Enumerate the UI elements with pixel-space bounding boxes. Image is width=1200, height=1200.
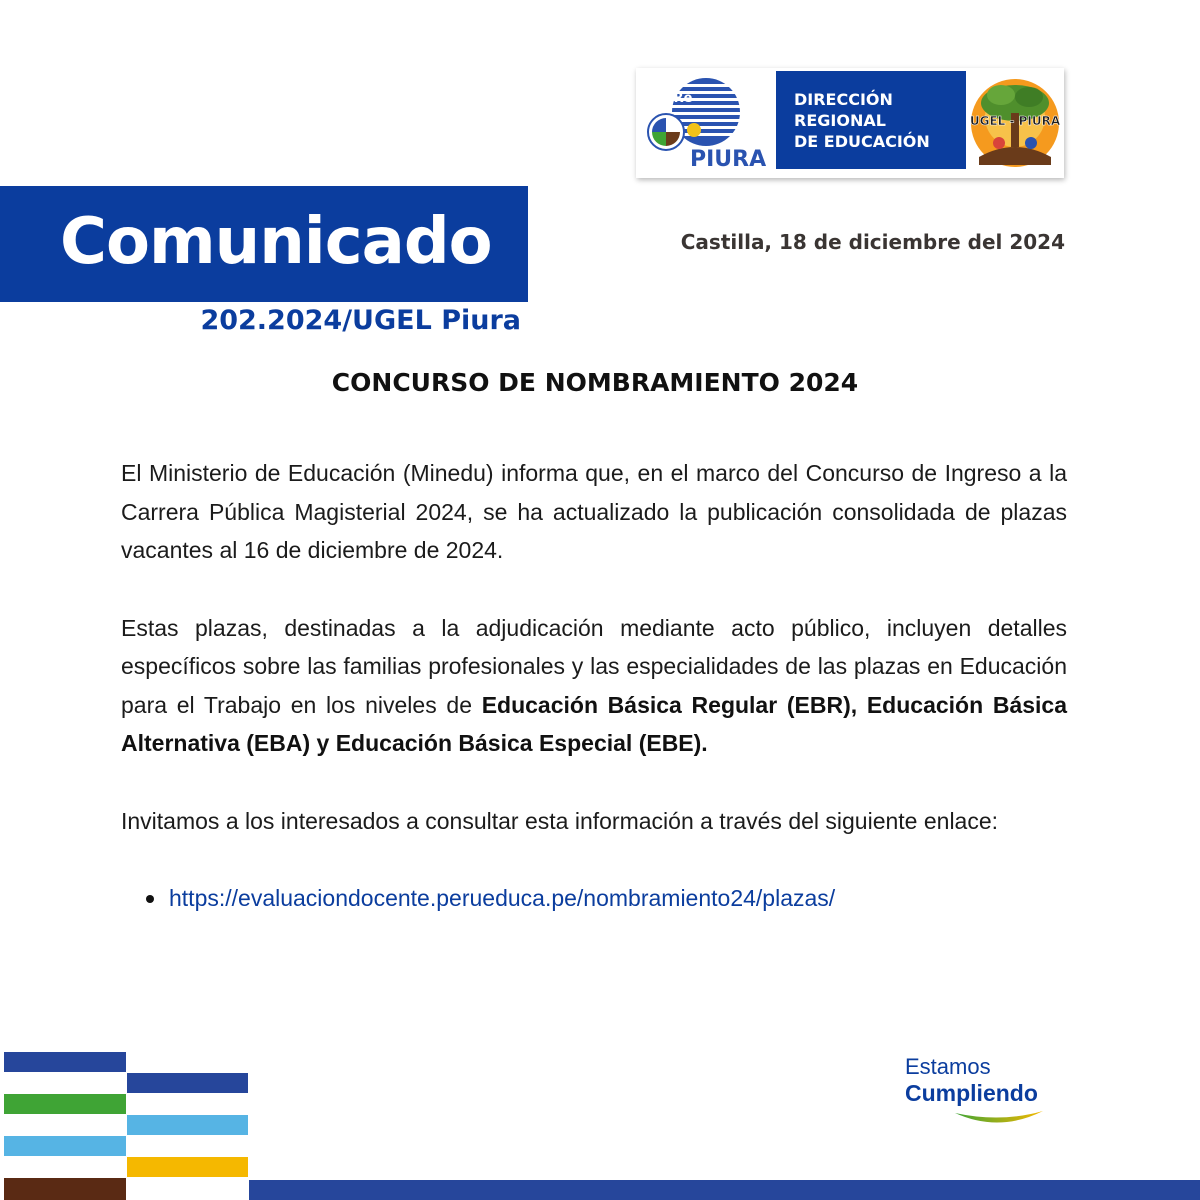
estamos-cumpliendo-slogan [905,1053,1055,1133]
date-line: Castilla, 18 de diciembre del 2024 [680,230,1065,254]
stripe-yellow [127,1157,248,1177]
dre-label-box [776,71,966,169]
ugel-logo-text: UGEL - PIURA [969,114,1061,128]
header-logo-strip [636,68,1064,178]
paragraph-1: El Ministerio de Educación (Minedu) informa que, en el marco del Concurso de Ingreso a la Carrera Pública Magisterial 2024, se ha actualizado la publicación consolidada de plazas vacantes al 16 de diciembre de 2024. [121,460,1067,563]
swoosh-icon [953,1109,1045,1131]
stripe-blue-top [4,1052,126,1072]
document-number: 202.2024/UGEL Piura [200,305,521,336]
stripe-brown [4,1178,126,1200]
paragraph-2-bold: Educación Básica Regular (EBR), Educación Básica Alternativa (EBA) y Educación Básica Especial (EBE). [121,691,1068,756]
dre-line-1: DIRECCIÓN [794,90,893,109]
gore-logo-text: GoRe [654,91,693,106]
gore-piura-logo [646,76,774,170]
paragraph-2 [121,609,1067,763]
paragraph-2-intro: Estas plazas, destinadas a la adjudicación mediante acto público, incluyen detalles específicos sobre las familias profesionales y las especialidades de las plazas en Educación para el Trabajo en los niveles de [121,614,1067,718]
list-item [169,879,1067,918]
stripe-green [4,1094,126,1114]
page-heading: CONCURSO DE NOMBRAMIENTO 2024 [331,368,859,397]
gore-logo-city: PIURA [690,147,767,170]
link-list [121,879,1067,918]
banner-title: Comunicado [60,205,492,279]
stripe-blue-mid [127,1073,248,1093]
body-content [121,454,1067,918]
dre-line-3: DE EDUCACIÓN [794,132,930,151]
slogan-line-2: Cumpliendo [905,1080,1038,1106]
stripe-lightblue-right [127,1115,248,1135]
comunicado-banner [0,186,528,302]
slogan-line-1: Estamos [905,1054,991,1079]
dre-line-2: REGIONAL [794,111,886,130]
stripe-bottom-bar [249,1180,1200,1200]
stripe-lightblue-left [4,1136,126,1156]
ugel-piura-logo [969,73,1061,173]
plazas-link[interactable]: https://evaluaciondocente.perueduca.pe/nombramiento24/plazas/ [169,885,836,911]
paragraph-3: Invitamos a los interesados a consultar esta información a través del siguiente enlace: [121,807,999,834]
